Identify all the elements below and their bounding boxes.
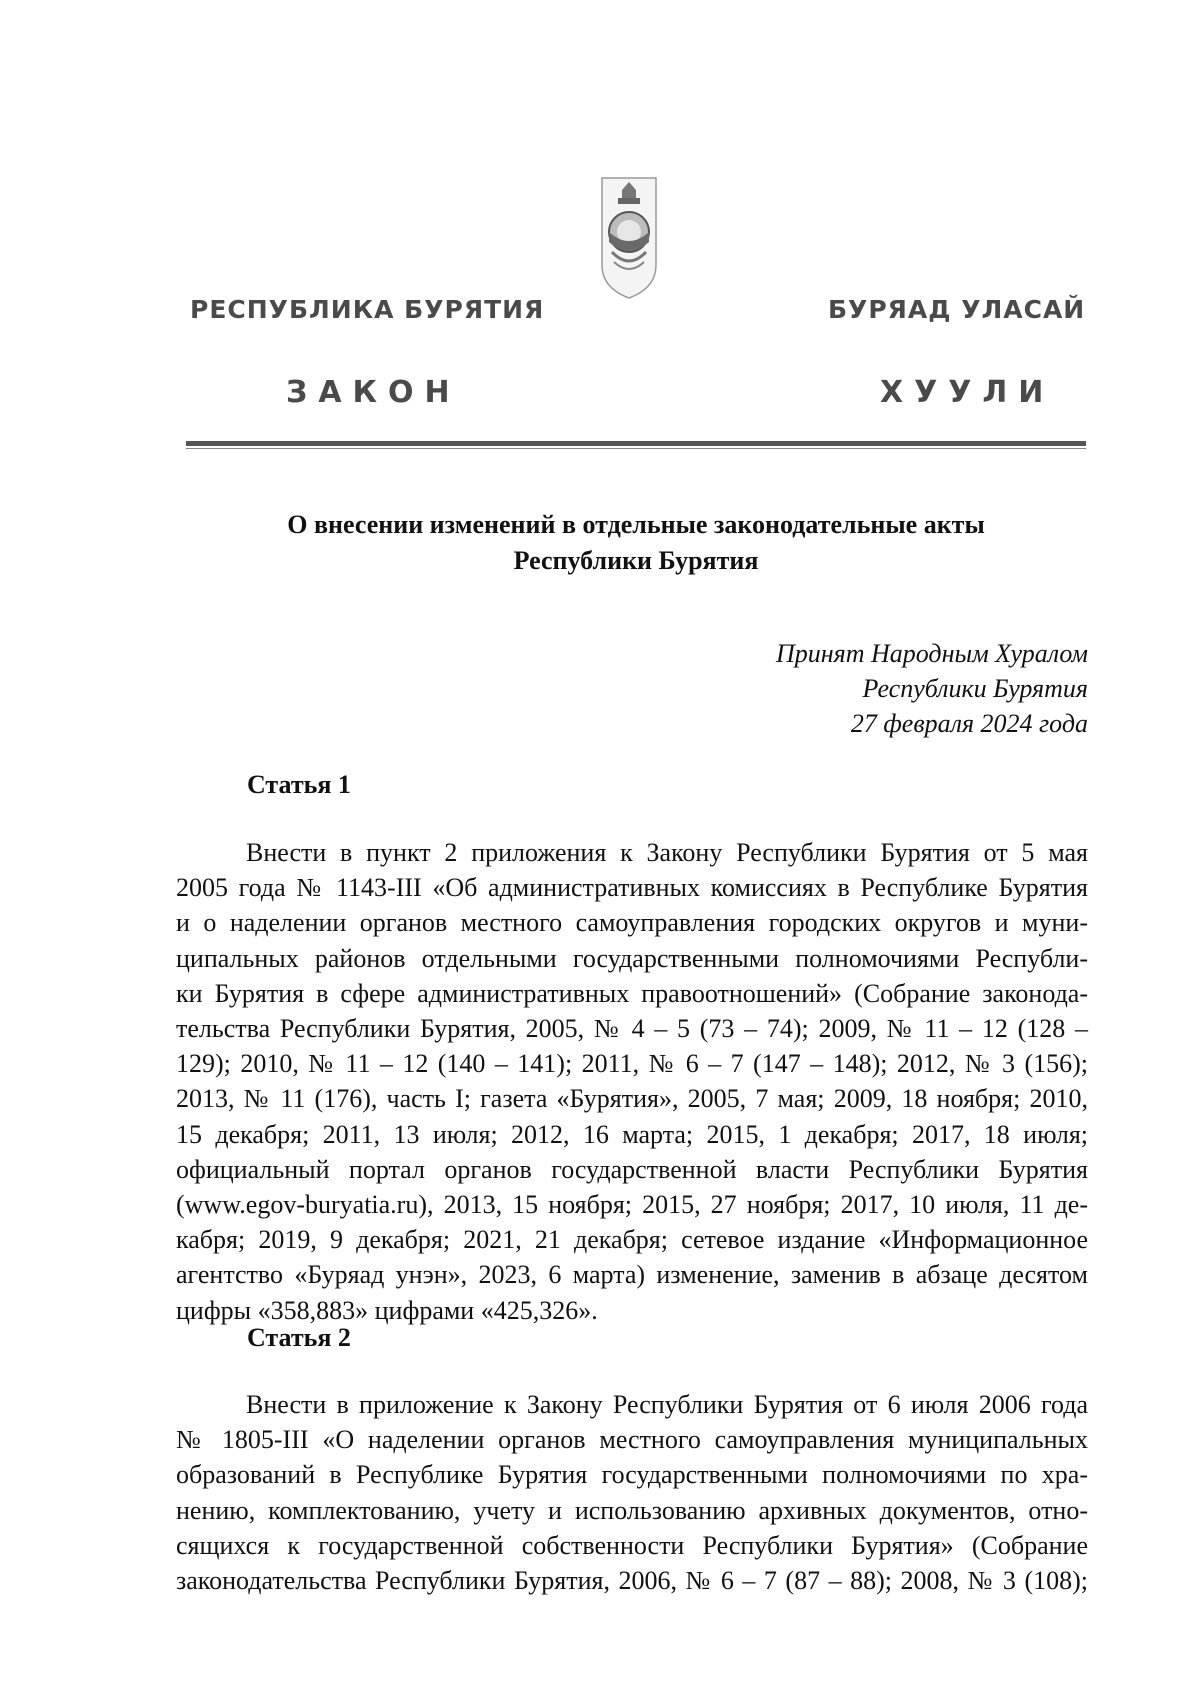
adoption-note — [776, 636, 1088, 741]
text-line: законодательства Республики Бурятия, 2006, № 6 – 7 (87 – 88); 2008, № 3 (108); — [176, 1566, 1088, 1596]
text-line: цифры «358,883» цифрами «425,326». — [176, 1295, 598, 1325]
text-line: № 1805-III «О наделении органов местного самоуправления муниципальных — [176, 1425, 1088, 1455]
text-line: агентство «Буряад унэн», 2023, 6 марта) изменение, заменив в абзаце десятом — [176, 1260, 1088, 1290]
text-line: нению, комплектованию, учету и использованию архивных документов, отно- — [176, 1495, 1088, 1525]
text-line: ки Бурятия в сфере административных правоотношений» (Собрание законода- — [176, 978, 1088, 1008]
coat-of-arms-emblem — [600, 170, 658, 300]
text-line: (www.egov-buryatia.ru), 2013, 15 ноября; 2015, 27 ноября; 2017, 10 июля, 11 де- — [176, 1190, 1088, 1220]
text-line: ципальных районов отдельными государственными полномочиями Республи- — [176, 943, 1088, 973]
document-type-russian: ЗАКОН — [286, 375, 461, 410]
republic-name-russian: РЕСПУБЛИКА БУРЯТИЯ — [190, 295, 545, 324]
text-line: Внести в приложение к Закону Республики Бурятия от 6 июля 2006 года — [246, 1390, 1088, 1419]
text-line: образований в Республике Бурятия государственными полномочиями по хра- — [176, 1460, 1088, 1490]
text-line: тельства Республики Бурятия, 2005, № 4 – 5 (73 – 74); 2009, № 11 – 12 (128 – — [176, 1014, 1088, 1044]
text-line: 2013, № 11 (176), часть I; газета «Бурятия», 2005, 7 мая; 2009, 18 ноября; 2010, — [176, 1084, 1088, 1114]
article-2-text — [176, 1387, 1088, 1598]
text-line: и о наделении органов местного самоуправления городских округов и муни- — [176, 908, 1088, 938]
document-type-buryat: ХУУЛИ — [880, 375, 1055, 410]
article-1-text — [176, 835, 1088, 1328]
article-2-heading: Статья 2 — [247, 1323, 351, 1352]
text-line: 129); 2010, № 11 – 12 (140 – 141); 2011, № 6 – 7 (147 – 148); 2012, № 3 (156); — [176, 1049, 1088, 1079]
text-line: официальный портал органов государственной власти Республики Бурятия — [176, 1154, 1088, 1184]
adoption-date: 27 февраля 2024 года — [850, 709, 1088, 738]
text-line: 15 декабря; 2011, 13 июля; 2012, 16 марта; 2015, 1 декабря; 2017, 18 июля; — [176, 1119, 1088, 1149]
law-title-line: Республики Бурятия — [513, 546, 759, 575]
text-line: кабря; 2019, 9 декабря; 2021, 21 декабря; сетевое издание «Информационное — [176, 1225, 1088, 1255]
text-line: 2005 года № 1143-III «Об административных комиссиях в Республике Бурятия — [176, 873, 1088, 903]
text-line: Внести в пункт 2 приложения к Закону Республики Бурятия от 5 мая — [246, 838, 1088, 867]
adoption-note-line: Республики Бурятия — [862, 674, 1088, 703]
law-title-line: О внесении изменений в отдельные законодательные акты — [287, 510, 985, 539]
article-1-heading: Статья 1 — [247, 770, 351, 799]
text-line: сящихся к государственной собственности Республики Бурятия» (Собрание — [176, 1530, 1088, 1560]
law-title — [186, 507, 1086, 579]
header-divider — [186, 441, 1086, 446]
header-divider-thin — [186, 448, 1086, 449]
republic-name-buryat: БУРЯАД УЛАСАЙ — [828, 295, 1086, 324]
adoption-note-line: Принят Народным Хуралом — [775, 639, 1088, 668]
